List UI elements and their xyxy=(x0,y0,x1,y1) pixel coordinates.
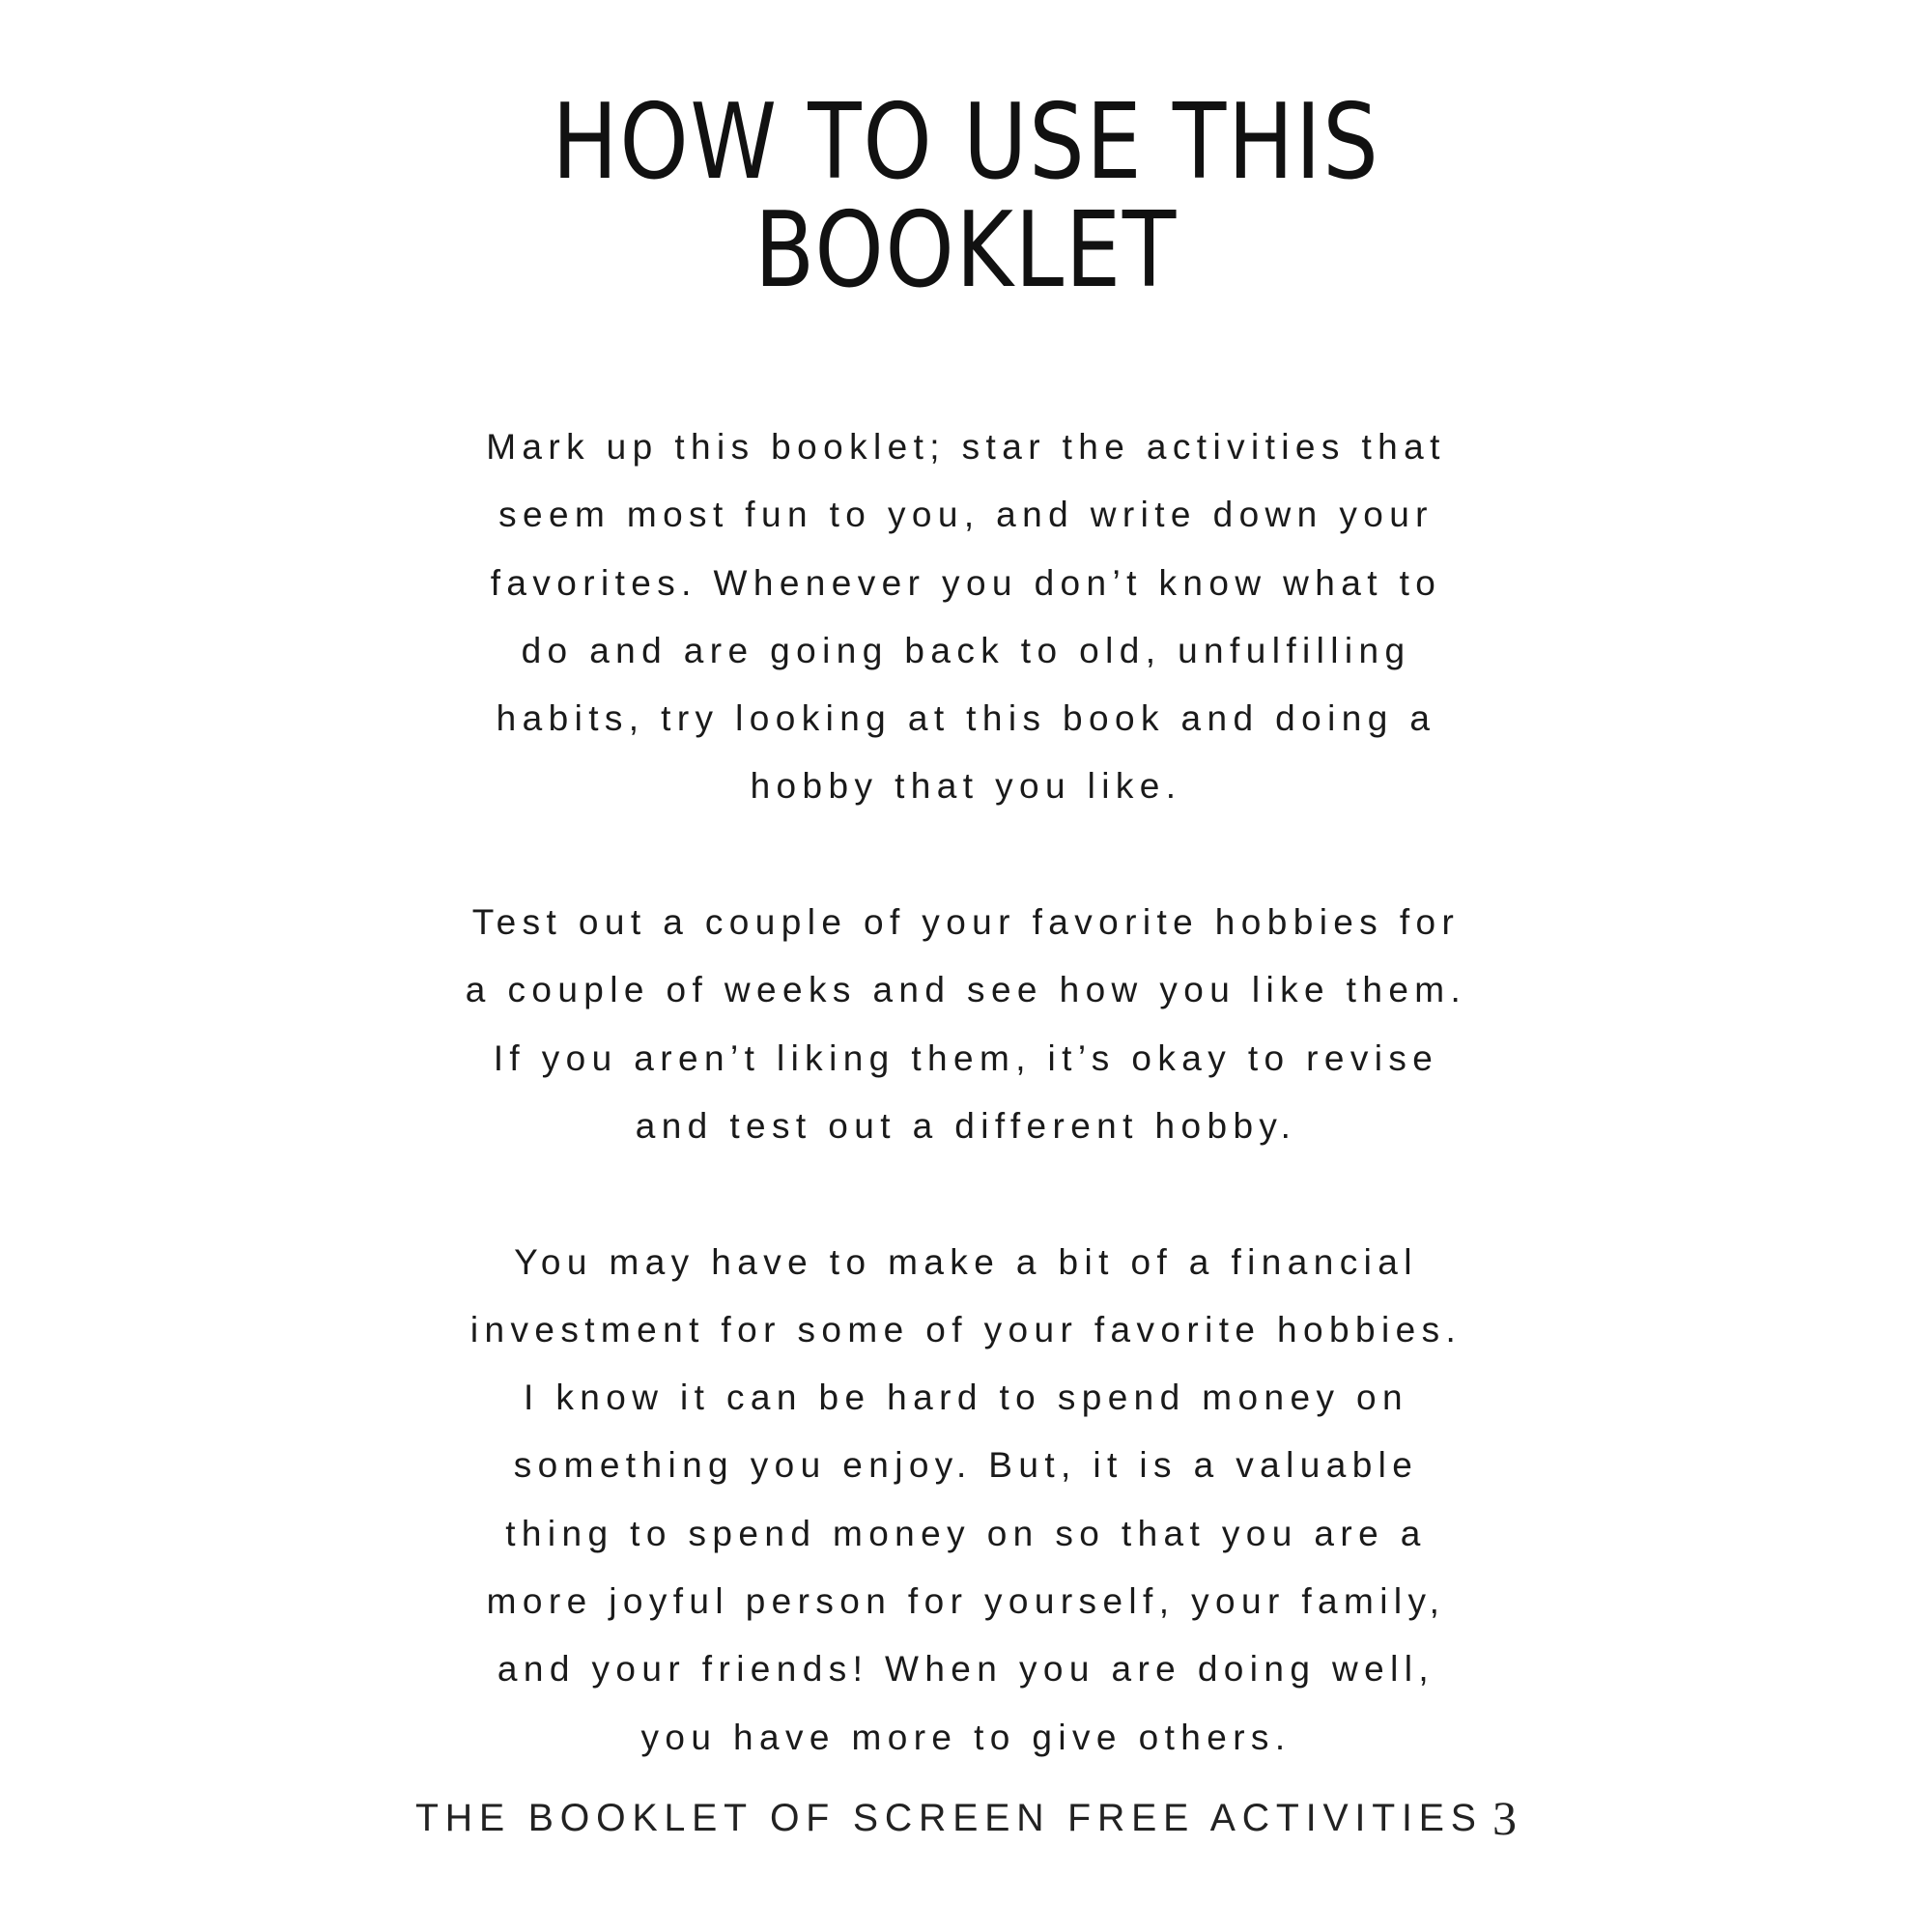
page-footer xyxy=(415,1789,1575,1847)
text-line: Test out a couple of your favorite hobbies for xyxy=(471,902,1461,943)
page-title xyxy=(155,82,1777,311)
footer-booklet-title: THE BOOKLET OF SCREEN FREE ACTIVITIES xyxy=(415,1797,1483,1839)
paragraph-test-out xyxy=(386,889,1546,1160)
page-title-line-1: HOW TO USE THIS xyxy=(552,82,1380,203)
text-line: you have more to give others. xyxy=(640,1717,1292,1757)
text-line: seem most fun to you, and write down your xyxy=(498,495,1434,535)
text-line: do and are going back to old, unfulfilling xyxy=(521,630,1411,670)
text-line: thing to spend money on so that you are a xyxy=(505,1513,1427,1553)
paragraph-mark-up xyxy=(386,413,1546,821)
paragraph-investment xyxy=(386,1229,1546,1772)
body-text xyxy=(386,413,1546,1772)
text-line: I know it can be hard to spend money on xyxy=(523,1378,1408,1418)
text-line: If you aren’t liking them, it’s okay to revise xyxy=(493,1037,1439,1078)
text-line: hobby that you like. xyxy=(750,766,1182,807)
text-line: a couple of weeks and see how you like them. xyxy=(465,970,1467,1010)
text-line: and test out a different hobby. xyxy=(635,1105,1297,1146)
text-line: more joyful person for yourself, your family, xyxy=(486,1581,1446,1622)
page-title-line-2: BOOKLET xyxy=(753,190,1178,311)
text-line: investment for some of your favorite hobbies. xyxy=(469,1309,1463,1350)
text-line: You may have to make a bit of a financial xyxy=(514,1241,1418,1282)
text-line: favorites. Whenever you don’t know what to xyxy=(490,562,1442,603)
text-line: something you enjoy. But, it is a valuable xyxy=(513,1445,1419,1486)
page-number: 3 xyxy=(1492,1791,1517,1845)
text-line: habits, try looking at this book and doing a xyxy=(496,698,1436,739)
text-line: Mark up this booklet; star the activities that xyxy=(486,427,1446,467)
text-line: and your friends! When you are doing well, xyxy=(497,1649,1435,1690)
